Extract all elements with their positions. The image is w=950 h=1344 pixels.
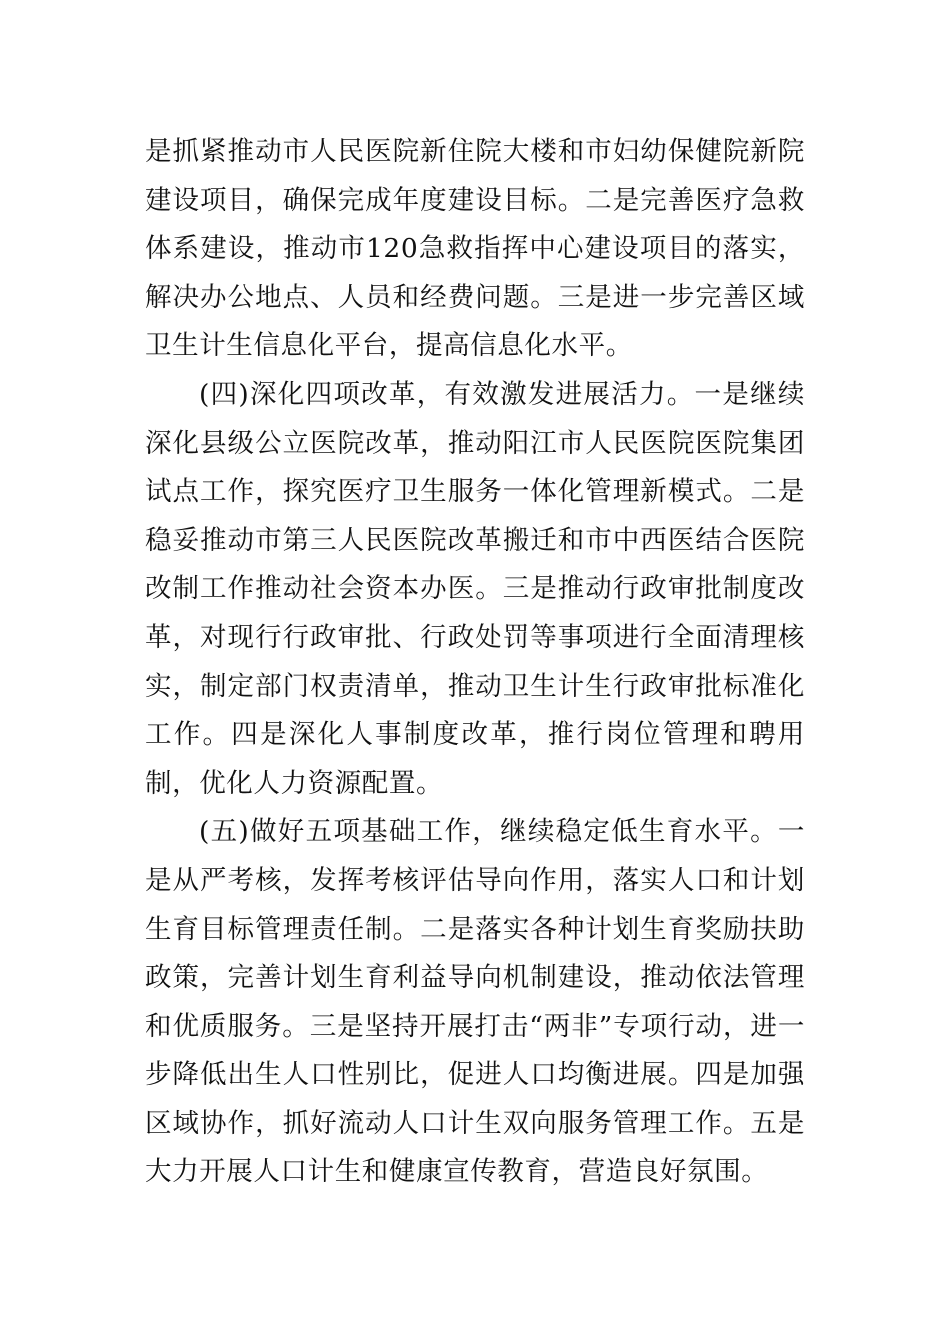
document-body — [145, 128, 805, 1197]
paragraph-section-four: (四)深化四项改革，有效激发进展活力。一是继续深化县级公立医院改革，推动阳江市人民医院医院集团试点工作，探究医疗卫生服务一体化管理新模式。二是稳妥推动市第三人民医院改革搬迁和市中西医结合医院改制工作推动社会资本办医。三是推动行政审批制度改革，对现行行政审批、行政处罚等事项进行全面清理核实，制定部门权责清单，推动卫生计生行政审批标准化工作。四是深化人事制度改革，推行岗位管理和聘用制，优化人力资源配置。 — [145, 378, 805, 799]
paragraph-section-five: (五)做好五项基础工作，继续稳定低生育水平。一是从严考核，发挥考核评估导向作用，落实人口和计划生育目标管理责任制。二是落实各种计划生育奖励扶助政策，完善计划生育利益导向机制建设，推动依法管理和优质服务。三是坚持开展打击“两非”专项行动，进一步降低出生人口性别比，促进人口均衡进展。四是加强区域协作，抓好流动人口计生双向服务管理工作。五是大力开展人口计生和健康宣传教育，营造良好氛围。 — [145, 816, 805, 1188]
paragraph-continuation: 是抓紧推动市人民医院新住院大楼和市妇幼保健院新院建设项目，确保完成年度建设目标。二是完善医疗急救体系建设，推动市120急救指挥中心建设项目的落实，解决办公地点、人员和经费问题。三是进一步完善区域卫生计生信息化平台，提高信息化水平。 — [145, 136, 805, 362]
